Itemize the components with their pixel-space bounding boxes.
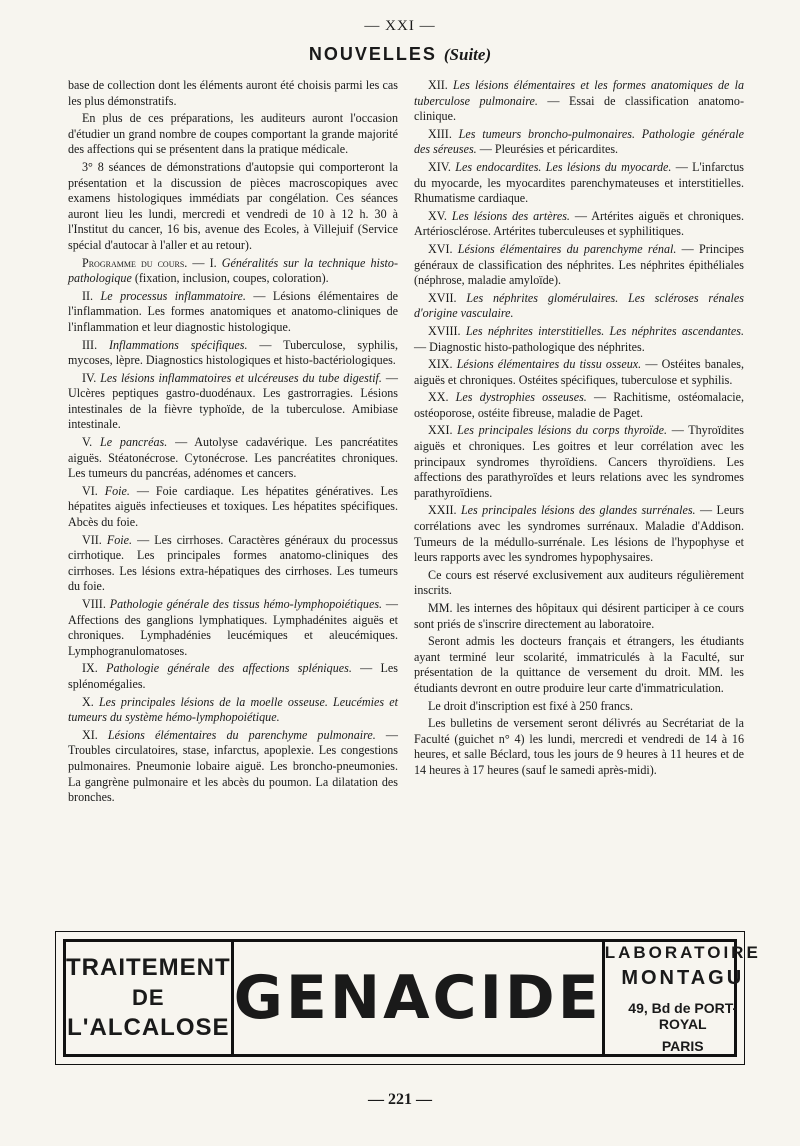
section-number: IX. bbox=[82, 661, 107, 676]
right-column bbox=[414, 78, 744, 781]
section-title: Les tumeurs broncho-pulmonaires. Pathologie générale des séreuses. bbox=[414, 126, 744, 157]
section-title: Lésions élémentaires du tissu osseux. bbox=[456, 357, 642, 372]
paragraph-text: Seront admis les docteurs français et étrangers, les étudiants ayant terminé leur scolarité, immatriculés à la Faculté, sur présentation de la quittance de versement du droit. MM. les étudiants devront en outre produire leur carte d'immatriculation. bbox=[414, 634, 744, 695]
paragraph bbox=[414, 423, 744, 501]
paragraph-text: 3° 8 séances de démonstrations d'autopsie qui comporteront la présentation et la discussion de pièces macroscopiques avec examens histologiques immédiats par congélation. Ces séances auront lieu les lundi, mercredi et vendredi de 10 à 12 h. 30 à l'Institut du cancer, 16 bis, avenue des Ecoles, à Villejuif (Service spécial d'autocar à l'aller et au retour). bbox=[68, 159, 398, 252]
paragraph-text: (fixation, inclusion, coupes, coloration). bbox=[131, 271, 329, 286]
paragraph-text: Ce cours est réservé exclusivement aux auditeurs régulièrement inscrits. bbox=[414, 567, 744, 598]
section-number: XXII. bbox=[428, 503, 461, 518]
paragraph bbox=[68, 435, 398, 482]
paragraph-text: — Artérites aiguës et chroniques. Artériosclérose. Artérites tuberculeuses et syphilitiques. bbox=[414, 208, 744, 239]
section-title: Les principales lésions des glandes surrénales. bbox=[460, 503, 696, 518]
paragraph-text: — Pleurésies et péricardites. bbox=[476, 142, 619, 157]
section-title: Pathologie générale des affections spléniques. bbox=[106, 661, 352, 676]
paragraph bbox=[68, 533, 398, 595]
paragraph-text: — L'infarctus du myocarde, les myocardites parenchymateuses et interstitielles. Rhumatisme cardiaque. bbox=[414, 159, 744, 206]
section-number: XVIII. bbox=[428, 323, 466, 338]
section-number: XI. bbox=[82, 727, 108, 742]
section-number: VI. bbox=[82, 483, 105, 498]
section-number: XIV. bbox=[428, 159, 456, 174]
paragraph bbox=[68, 484, 398, 531]
paragraph-text: — Principes généraux de classification des néphrites. Les néphrites épithéliales (néphrose, maladie amyloïde). bbox=[414, 241, 744, 288]
section-title: Les principales lésions de la moelle osseuse. Leucémies et tumeurs du système hémo-lymphopoiétique. bbox=[68, 694, 398, 725]
section-title: Les néphrites interstitielles. Les néphrites ascendantes. bbox=[465, 323, 744, 338]
advertisement bbox=[55, 931, 761, 1065]
section-number: X. bbox=[82, 694, 99, 709]
paragraph-text: — Les splénomégalies. bbox=[68, 661, 398, 691]
paragraph-text: — Diagnostic histo-pathologique des néphrites. bbox=[414, 339, 645, 354]
paragraph bbox=[68, 338, 398, 369]
title-suffix: (Suite) bbox=[443, 45, 492, 64]
paragraph bbox=[68, 728, 398, 806]
section-number: XX. bbox=[428, 390, 456, 405]
ad-right-line4: PARIS bbox=[661, 1037, 704, 1054]
left-column bbox=[68, 78, 398, 808]
paragraph bbox=[414, 127, 744, 158]
section-number: VII. bbox=[82, 532, 107, 547]
paragraph bbox=[414, 716, 744, 778]
section-number: XV. bbox=[428, 208, 452, 223]
section-title: Lésions élémentaires du parenchyme rénal. bbox=[457, 241, 677, 256]
paragraph bbox=[414, 503, 744, 565]
ad-left-panel bbox=[66, 953, 231, 1043]
paragraph-text: — Affections des ganglions lymphatiques. Lymphadénites aiguës et chroniques. Lymphadénies leucémiques et aleucémiques. Lymphogranulomatoses. bbox=[68, 597, 398, 658]
section-number: V. bbox=[82, 435, 100, 450]
section-title: Les lésions élémentaires et les formes anatomiques de la tuberculose pulmonaire. bbox=[414, 78, 745, 108]
paragraph-text: MM. les internes des hôpitaux qui désirent participer à ce cours sont priés de s'inscrire directement au laboratoire. bbox=[414, 601, 744, 631]
section-title: Les endocardites. Les lésions du myocarde. bbox=[455, 159, 672, 174]
paragraph bbox=[414, 390, 744, 421]
section-title: Pathologie générale des tissus hémo-lymphopoiétiques. bbox=[109, 597, 383, 611]
section-number: XVI. bbox=[428, 241, 458, 256]
section-number: VIII. bbox=[82, 597, 110, 611]
section-title: Lésions élémentaires du parenchyme pulmonaire. bbox=[107, 727, 376, 742]
section-title: Généralités sur la technique histo-pathologique bbox=[68, 255, 398, 286]
section-title: Les dystrophies osseuses. bbox=[455, 390, 587, 405]
paragraph bbox=[68, 371, 398, 433]
paragraph-lead: Programme du cours. bbox=[82, 255, 188, 270]
title-main: NOUVELLES bbox=[308, 44, 437, 64]
section-number: III. bbox=[82, 337, 109, 352]
paragraph bbox=[414, 209, 744, 240]
paragraph-text: — Essai de classification anatomo-clinique. bbox=[414, 93, 744, 124]
section-number: — I. bbox=[187, 255, 222, 270]
section-number: XVII. bbox=[428, 290, 467, 305]
section-title: Foie. bbox=[106, 532, 133, 547]
section-number: XIII. bbox=[428, 126, 459, 141]
paragraph bbox=[414, 324, 744, 355]
paragraph-text: — Tuberculose, syphilis, mycoses, lèpre. Diagnostics histologiques et histo-bactériologiques. bbox=[68, 337, 398, 368]
ad-left-line2: DE bbox=[132, 985, 165, 1010]
paragraph-text: — Ostéites banales, aiguës et chroniques. Ostéites spécifiques, tuberculose et syphilis. bbox=[414, 357, 744, 387]
paragraph bbox=[414, 357, 744, 388]
ad-right-panel bbox=[605, 943, 761, 1054]
section-title: Inflammations spécifiques. bbox=[108, 337, 248, 352]
paragraph-text: — Ulcères peptiques gastro-duodénaux. Les gastrorragies. Lésions intestinales de la fièvre typhoïde, de la tuberculose. Amibiase intestinale. bbox=[68, 370, 399, 432]
paragraph-text: En plus de ces préparations, les auditeurs auront l'occasion d'étudier un grand nombre de coupes comportant la grande majorité des affections qui se présentent dans la pratique médicale. bbox=[68, 111, 398, 157]
ad-right-line3: 49, Bd de PORT-ROYAL bbox=[628, 999, 738, 1032]
paragraph-text: base de collection dont les éléments auront été choisis parmi les cas les plus démonstratifs. bbox=[68, 78, 398, 108]
section-number: XII. bbox=[428, 78, 454, 92]
paragraph bbox=[414, 242, 744, 289]
ad-right-line1: LABORATOIRE bbox=[604, 942, 761, 962]
section-title: Les lésions inflammatoires et ulcéreuses du tube digestif. bbox=[100, 370, 382, 385]
paragraph bbox=[414, 291, 744, 322]
advertisement-frame bbox=[63, 939, 761, 1057]
ad-right-line2: MONTAGU bbox=[621, 966, 745, 989]
paragraph bbox=[414, 568, 744, 599]
paragraph-text: — Thyroïdites aiguës et chroniques. Les goitres et leur corrélation avec les principaux syndromes thyroïdiens. Cancers thyroïdiens. Les affections des parathyroïdes et leurs relations avec les syndromes parathyroïdiens. bbox=[414, 423, 744, 500]
paragraph bbox=[414, 601, 744, 632]
page-title bbox=[0, 44, 800, 65]
section-title: Le pancréas. bbox=[100, 435, 168, 450]
paragraph-text: — Autolyse cadavérique. Les pancréatites aiguës. Stéatonécrose. Cytonécrose. Les pancréatites chroniques. Les tumeurs du pancréas, adénomes et cancers. bbox=[68, 435, 398, 481]
ad-left-line1: TRAITEMENT bbox=[66, 954, 231, 981]
paragraph bbox=[68, 256, 398, 287]
ad-left-line3: L'ALCALOSE bbox=[67, 1014, 230, 1041]
section-title: Le processus inflammatoire. bbox=[100, 288, 246, 303]
paragraph-text: — Les cirrhoses. Caractères généraux du processus cirrhotique. Les principales formes anatomo-cliniques des cirrhoses. Les lésions extra-hépatiques des cirrhoses. Les tumeurs du foie. bbox=[68, 532, 398, 594]
paragraph-text: — Lésions élémentaires de l'inflammation. Les formes anatomiques et anatomo-cliniques de l'inflammation et leur diagnostic histologique. bbox=[68, 288, 398, 334]
paragraph bbox=[414, 699, 744, 715]
paragraph-text: — Foie cardiaque. Les hépatites génératives. Les hépatites aiguës infectieuses et toxiques. Les hépatites spécifiques. Abcès du foie. bbox=[68, 483, 398, 530]
paragraph-text: — Rachitisme, ostéomalacie, ostéoporose, ostéite fibreuse, maladie de Paget. bbox=[414, 390, 745, 420]
paragraph bbox=[414, 78, 744, 125]
paragraph bbox=[68, 597, 398, 659]
paragraph bbox=[68, 661, 398, 692]
paragraph bbox=[68, 160, 398, 254]
paragraph bbox=[68, 289, 398, 336]
paragraph bbox=[68, 695, 398, 726]
section-title: Foie. bbox=[104, 483, 130, 498]
roman-page-number: — XXI — bbox=[364, 18, 436, 34]
paragraph bbox=[68, 78, 398, 109]
section-title: Les principales lésions du corps thyroïde. bbox=[457, 423, 668, 438]
paragraph-text: — Troubles circulatoires, stase, infarctus, apoplexie. Les congestions pulmonaires. Pneumonie lobaire aiguë. Les broncho-pneumonies. La gangrène pulmonaire et les abcès du poumon. La dilatation des bronches. bbox=[68, 727, 398, 805]
paragraph-text: Le droit d'inscription est fixé à 250 francs. bbox=[428, 698, 634, 713]
section-number: XXI. bbox=[428, 423, 458, 438]
section-number: II. bbox=[82, 288, 101, 303]
section-title: Les néphrites glomérulaires. Les scléroses rénales d'origine vasculaire. bbox=[414, 290, 744, 321]
page-number: — 221 — bbox=[368, 1091, 432, 1108]
section-title: Les lésions des artères. bbox=[451, 208, 570, 223]
ad-brand: GENACIDE bbox=[231, 942, 605, 1054]
section-number: XIX. bbox=[428, 357, 457, 372]
paragraph bbox=[68, 111, 398, 158]
paragraph bbox=[414, 160, 744, 207]
paragraph-text: — Leurs corrélations avec les syndromes surrénaux. Maladie d'Addison. Tumeurs de la médullo-surrénale. Les lésions de l'hypophyse et leurs rapports avec les syndromes hypophysaires. bbox=[414, 503, 744, 565]
section-number: IV. bbox=[82, 370, 101, 385]
paragraph bbox=[414, 634, 744, 696]
paragraph-text: Les bulletins de versement seront délivrés au Secrétariat de la Faculté (guichet n° 4) les lundi, mercredi et vendredi de 14 à 16 heures, et salle Béclard, tous les jours de 9 heures à 11 heures et de 14 heures à 17 heures (sauf le samedi après-midi). bbox=[414, 716, 744, 777]
